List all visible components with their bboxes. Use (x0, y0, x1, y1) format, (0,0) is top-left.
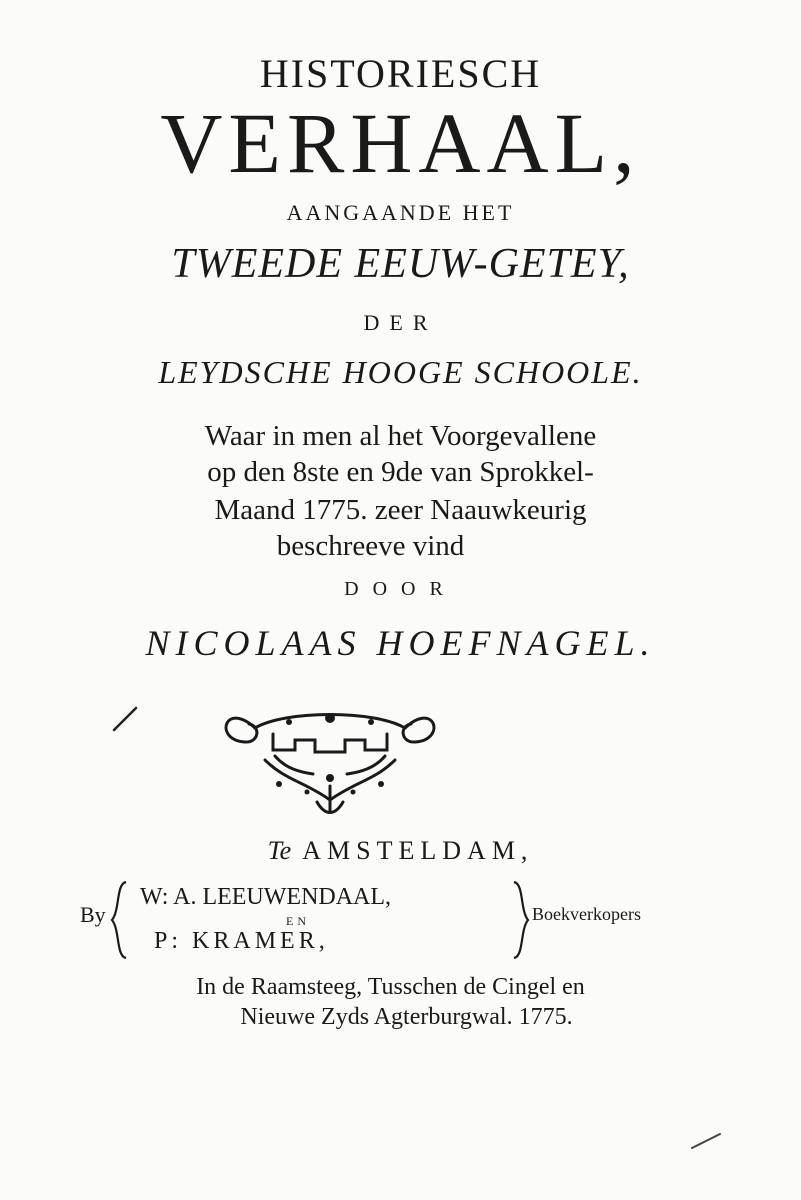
title-line-verhaal: VERHAAL, (160, 95, 641, 191)
door-label: DOOR (344, 578, 457, 600)
imprint-city: AMSTELDAM, (302, 836, 534, 865)
description-line-4: beschreeve vind (276, 530, 465, 562)
printer-conjunction: EN (286, 914, 310, 928)
author-name: NICOLAAS HOEFNAGEL. (145, 623, 656, 663)
imprint-city-line (0, 836, 801, 866)
description-line-1: Waar in men al het Voorgevallene (204, 420, 597, 452)
printers-role: Boekverkopers (532, 904, 641, 924)
description-line-3: Maand 1775. zeer Naauwkeurig (214, 494, 587, 526)
title-line-leydsche-hooge-schoole: LEYDSCHE HOOGE SCHOOLE. (158, 354, 643, 390)
title-line-aangaande: AANGAANDE HET (286, 200, 515, 225)
title-line-der: DER (363, 310, 438, 335)
right-brace-icon (512, 880, 530, 960)
ink-mark-icon (112, 704, 138, 734)
ink-mark-icon (690, 1128, 724, 1152)
address-line-2: Nieuwe Zyds Agterburgwal. 1775. (240, 1004, 573, 1030)
printers-block (80, 880, 640, 960)
printer-2: P: KRAMER, (154, 928, 329, 954)
left-brace-icon (110, 880, 128, 960)
title-line-historiesch: HISTORIESCH (259, 51, 542, 96)
printer-1: W: A. LEEUWENDAAL, (140, 884, 392, 910)
description-line-2: op den 8ste en 9de van Sprokkel- (207, 456, 594, 488)
ornament-vignette-icon (215, 690, 445, 820)
title-line-tweede-eeuw-getey: TWEEDE EEUW-GETEY, (171, 241, 630, 287)
address-line-1: In de Raamsteeg, Tusschen de Cingel en (196, 974, 585, 1000)
imprint-te: Te (267, 836, 292, 865)
imprint-by: By (80, 902, 106, 927)
